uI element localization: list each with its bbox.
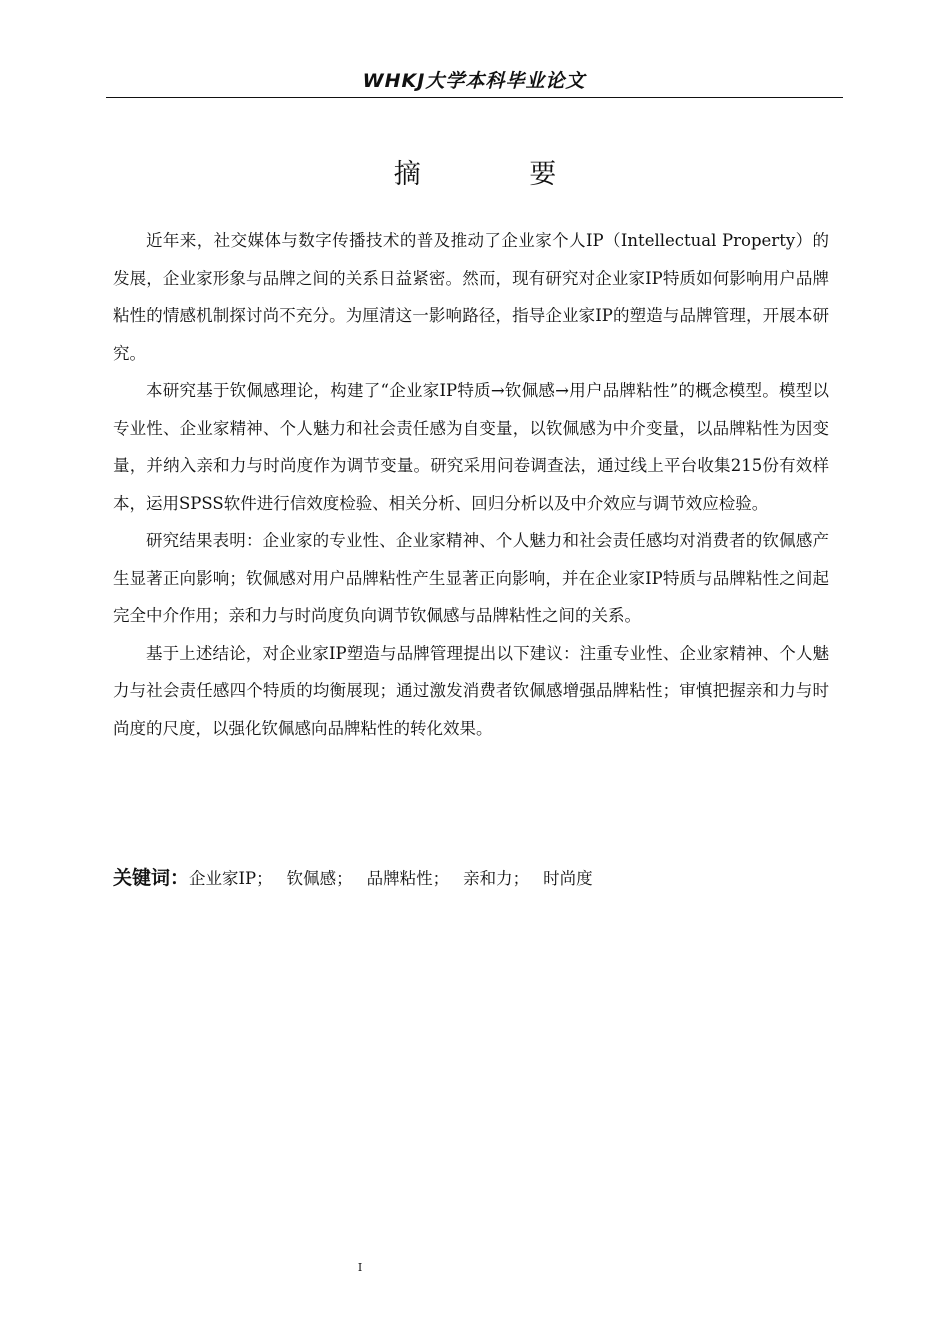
paragraph-method: 本研究基于钦佩感理论，构建了“企业家IP特质→钦佩感→用户品牌粘性”的概念模型。模型以专业性、企业家精神、个人魅力和社会责任感为自变量，以钦佩感为中介变量，以品牌粘性为因变量，并纳入亲和力与时尚度作为调节变量。研究采用问卷调查法，通过线上平台收集215份有效样本，运用SPSS软件进行信效度检验、相关分析、回归分析以及中介效应与调节效应检验。 bbox=[113, 381, 829, 513]
keyword-item: 钦佩感； bbox=[286, 869, 353, 888]
paragraph-results: 研究结果表明：企业家的专业性、企业家精神、个人魅力和社会责任感均对消费者的钦佩感产生显著正向影响；钦佩感对用户品牌粘性产生显著正向影响，并在企业家IP特质与品牌粘性之间起完全中介作用；亲和力与时尚度负向调节钦佩感与品牌粘性之间的关系。 bbox=[113, 531, 829, 625]
keyword-item: 品牌粘性； bbox=[366, 869, 450, 888]
abstract-title: 摘 要 bbox=[393, 159, 607, 190]
keywords-label: 关键词： bbox=[113, 867, 190, 889]
paragraph-suggestions: 基于上述结论，对企业家IP塑造与品牌管理提出以下建议：注重专业性、企业家精神、个人魅力与社会责任感四个特质的均衡展现；通过激发消费者钦佩感增强品牌粘性；审慎把握亲和力与时尚度的尺度，以强化钦佩感向品牌粘性的转化效果。 bbox=[113, 643, 829, 738]
keyword-item: 亲和力； bbox=[463, 869, 530, 888]
paragraph-background: 近年来，社交媒体与数字传播技术的普及推动了企业家个人IP（Intellectual Property）的发展，企业家形象与品牌之间的关系日益紧密。然而，现有研究对企业家IP特质如何影响用户品牌粘性的情感机制探讨尚不充分。为厘清这一影响路径，指导企业家IP的塑造与品牌管理，开展本研究。 bbox=[113, 231, 829, 363]
running-header: WHKJ大学本科毕业论文 bbox=[362, 70, 586, 92]
header-rule bbox=[106, 97, 843, 98]
page-number: I bbox=[357, 1261, 363, 1274]
keywords-line bbox=[113, 861, 829, 896]
keyword-item: 时尚度 bbox=[543, 869, 593, 888]
keyword-item: 企业家IP； bbox=[189, 869, 273, 888]
abstract-body bbox=[113, 222, 829, 747]
